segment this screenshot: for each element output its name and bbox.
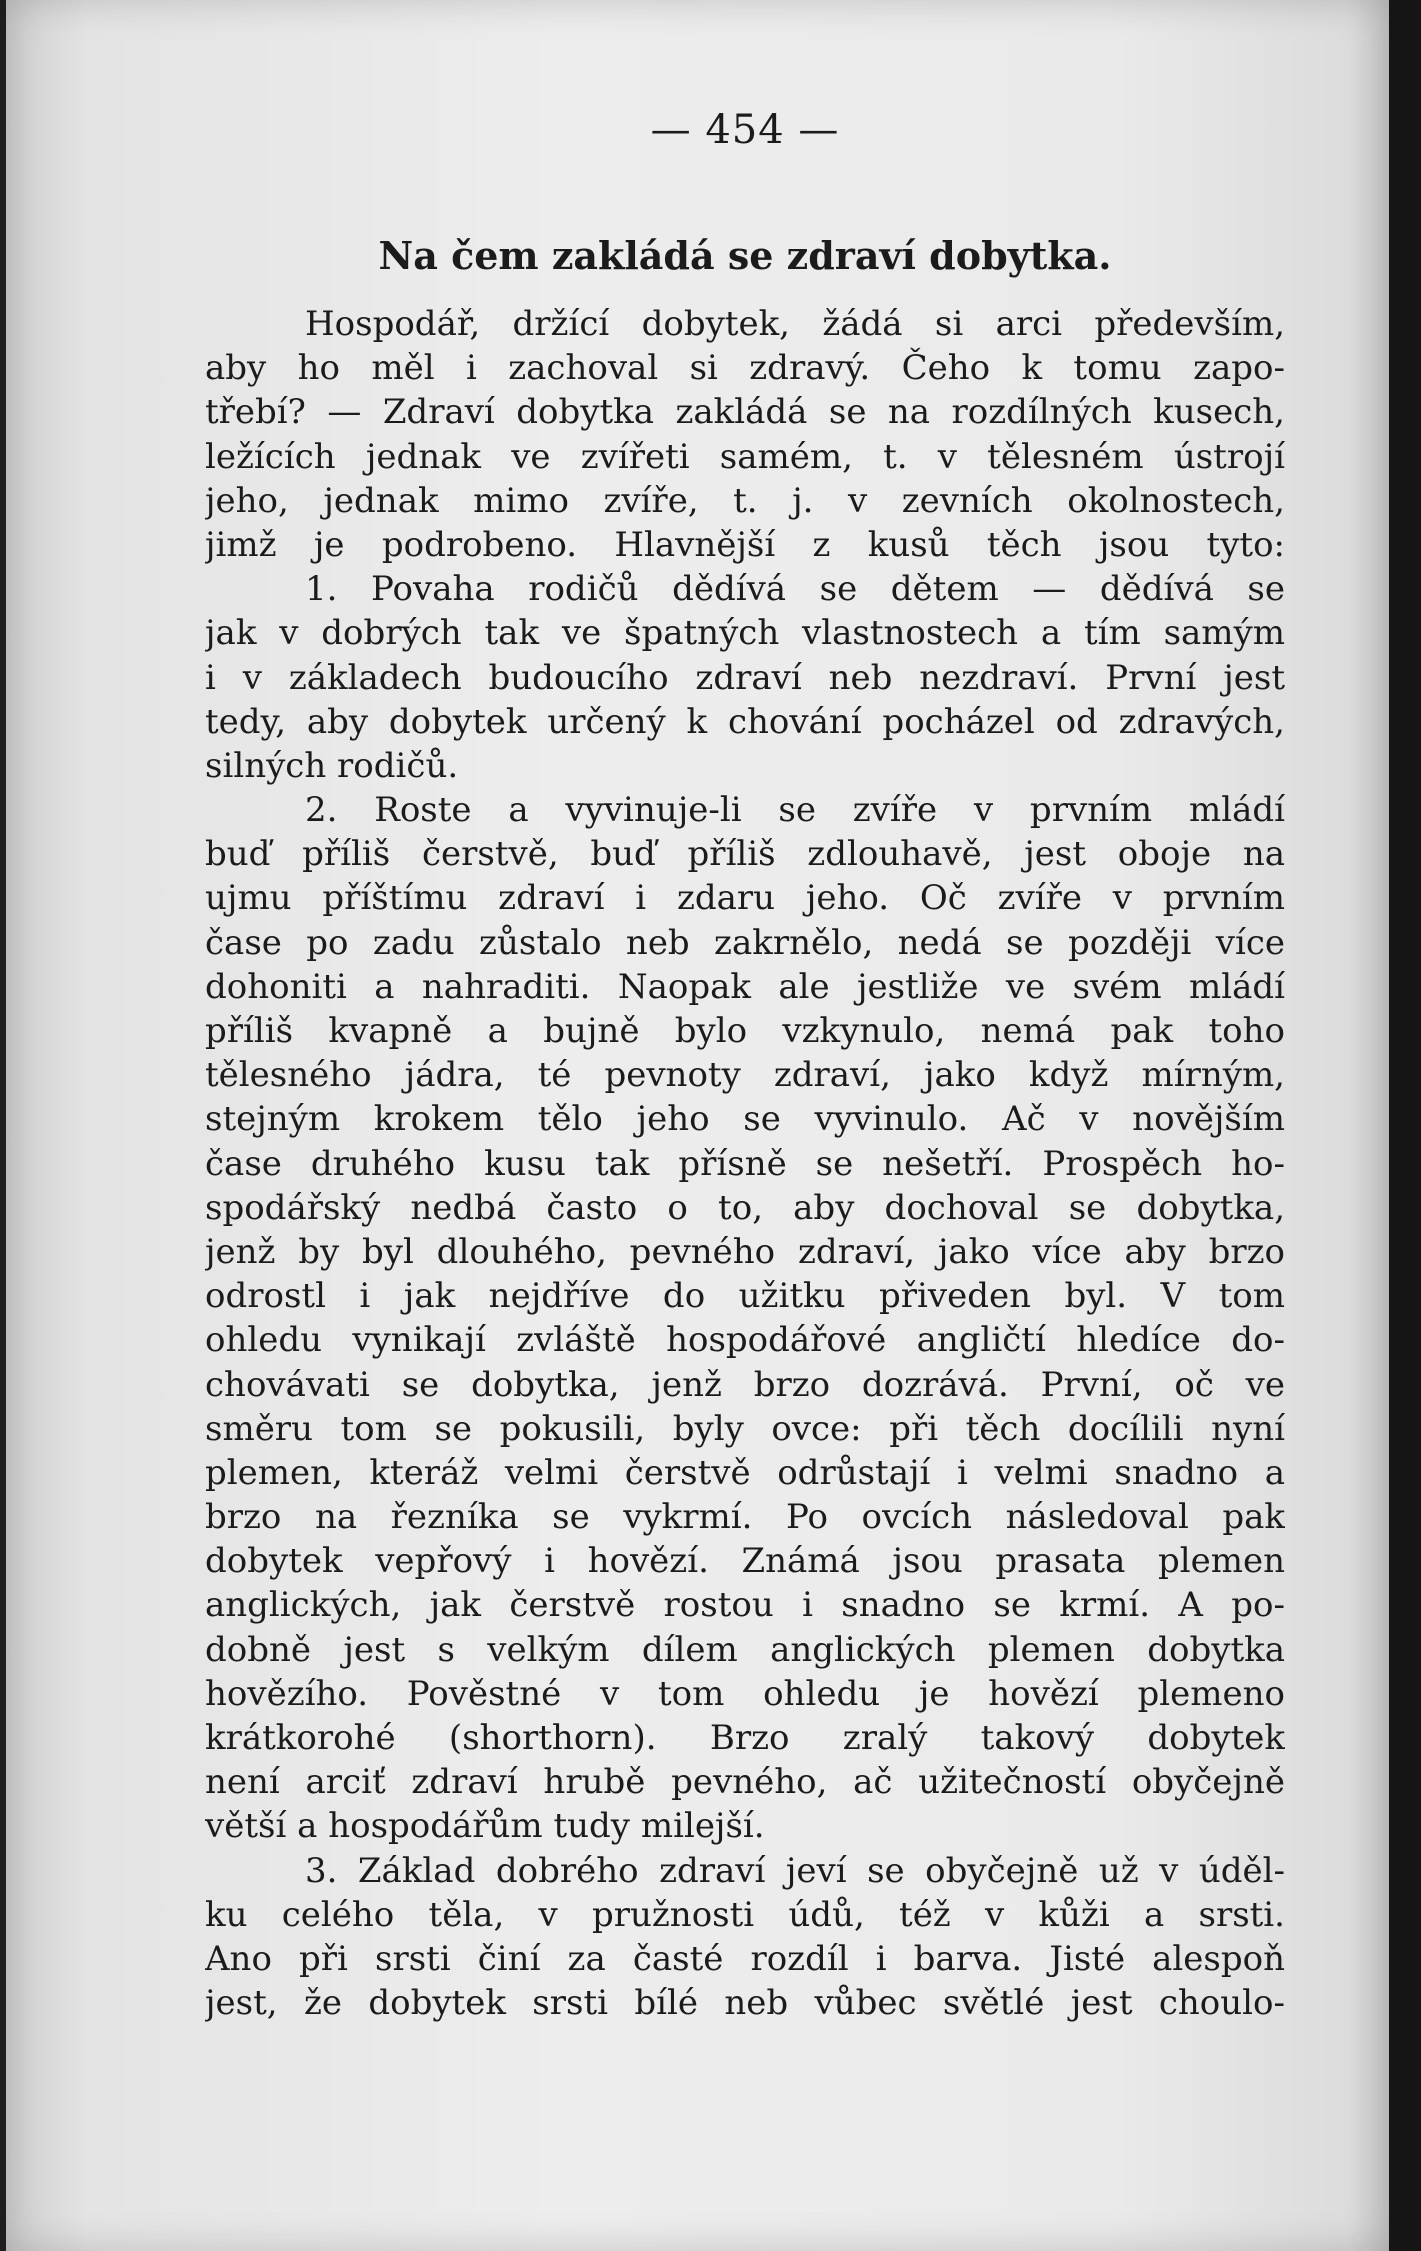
- text-line: jeho, jednak mimo zvíře, t. j. v zevních okolnostech,: [205, 480, 1285, 521]
- text-line: anglických, jak čerstvě rostou i snadno se krmí. A po-: [205, 1585, 1285, 1626]
- text-line: plemen, kteráž velmi čerstvě odrůstají i velmi snadno a: [205, 1452, 1285, 1493]
- text-line: ujmu příštímu zdraví i zdaru jeho. Oč zvíře v prvním: [205, 878, 1285, 919]
- text-line: 1. Povaha rodičů dědívá se dětem — dědívá se: [305, 569, 1285, 610]
- text-line: krátkorohé (shorthorn). Brzo zralý takový dobytek: [205, 1718, 1285, 1758]
- text-line: jest, že dobytek srsti bílé neb vůbec světlé jest choulo-: [205, 1983, 1285, 2024]
- text-line: stejným krokem tělo jeho se vyvinulo. Ač v novějším: [205, 1099, 1285, 1140]
- text-line: ležících jednak ve zvířeti samém, t. v tělesném ústrojí: [205, 436, 1285, 477]
- text-line: třebí? — Zdraví dobytka zakládá se na rozdílných kusech,: [205, 392, 1285, 433]
- text-line: silných rodičů.: [205, 745, 459, 786]
- text-line: ku celého těla, v pružnosti údů, též v kůži a srsti.: [205, 1894, 1285, 1935]
- page-text-block: [205, 100, 1285, 2025]
- text-line: Hospodář, držící dobytek, žádá si arci především,: [305, 304, 1285, 344]
- text-line: jak v dobrých tak ve špatných vlastnostech a tím samým: [205, 613, 1285, 654]
- page-number: — 454 —: [650, 107, 840, 153]
- text-line: dobně jest s velkým dílem anglických plemen dobytka: [205, 1629, 1285, 1670]
- text-line: 3. Základ dobrého zdraví jeví se obyčejně už v úděl-: [305, 1850, 1285, 1891]
- text-line: buď příliš čerstvě, buď příliš zdlouhavě, jest oboje na: [205, 834, 1285, 875]
- text-line: směru tom se pokusili, byly ovce: při těch docílili nyní: [205, 1408, 1285, 1449]
- section-heading: Na čem zakládá se zdraví dobytka.: [378, 233, 1112, 278]
- text-line: brzo na řezníka se vykrmí. Po ovcích následoval pak: [205, 1497, 1285, 1538]
- text-line: čase po zadu zůstalo neb zakrnělo, nedá se později více: [205, 922, 1285, 963]
- text-line: čase druhého kusu tak přísně se nešetří. Prospěch ho-: [205, 1143, 1285, 1184]
- text-line: tělesného jádra, té pevnoty zdraví, jako když mírným,: [205, 1055, 1285, 1096]
- text-line: příliš kvapně a bujně bylo vzkynulo, nemá pak toho: [205, 1011, 1285, 1051]
- text-line: i v základech budoucího zdraví neb nezdraví. První jest: [205, 657, 1285, 698]
- text-line: odrostl i jak nejdříve do užitku přiveden byl. V tom: [205, 1276, 1285, 1317]
- text-line: 2. Roste a vyvinuje-li se zvíře v prvním mládí: [305, 790, 1285, 831]
- text-line: větší a hospodářům tudy milejší.: [205, 1806, 765, 1847]
- text-line: jenž by byl dlouhého, pevného zdraví, jako více aby brzo: [205, 1231, 1285, 1272]
- text-line: aby ho měl i zachoval si zdravý. Čeho k tomu zapo-: [205, 348, 1285, 389]
- text-line: není arciť zdraví hrubě pevného, ač užitečností obyčejně: [205, 1762, 1285, 1803]
- text-line: chovávati se dobytka, jenž brzo dozrává. První, oč ve: [205, 1364, 1285, 1405]
- text-line: spodářský nedbá často o to, aby dochoval se dobytka,: [205, 1187, 1285, 1228]
- text-line: hovězího. Pověstné v tom ohledu je hovězí plemeno: [205, 1673, 1285, 1714]
- text-line: jimž je podrobeno. Hlavnější z kusů těch jsou tyto:: [205, 524, 1285, 565]
- text-line: tedy, aby dobytek určený k chování pocházel od zdravých,: [205, 701, 1285, 742]
- text-line: Ano při srsti činí za časté rozdíl i barva. Jisté alespoň: [205, 1938, 1285, 1979]
- text-line: dobytek vepřový i hovězí. Známá jsou prasata plemen: [205, 1541, 1285, 1582]
- text-line: dohoniti a nahraditi. Naopak ale jestliže ve svém mládí: [205, 966, 1285, 1007]
- page-edge-shadow: [1389, 0, 1421, 2251]
- text-line: ohledu vynikají zvláště hospodářové angličtí hledíce do-: [205, 1320, 1285, 1361]
